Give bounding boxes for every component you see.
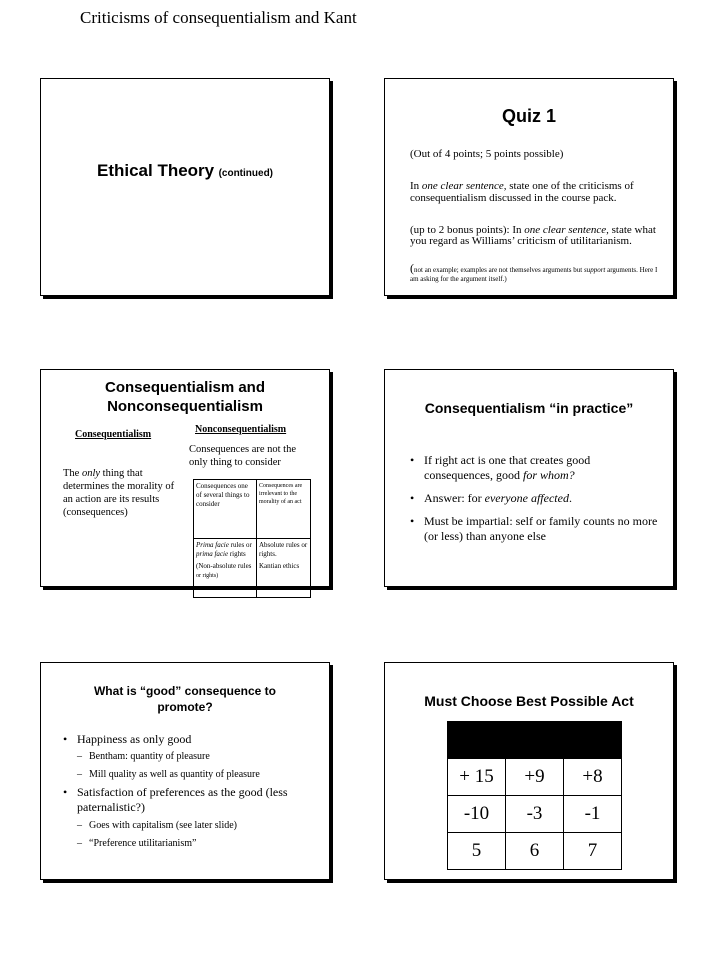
list-item: • Answer: for everyone affected. bbox=[410, 491, 661, 506]
slide-title-suffix: (continued) bbox=[218, 168, 274, 179]
table-row bbox=[448, 796, 622, 833]
page-title: Criticisms of consequentialism and Kant bbox=[80, 8, 357, 27]
table-cell: Consequences are irrelevant to the morality of an act bbox=[257, 480, 311, 539]
table-cell: +9 bbox=[506, 759, 564, 796]
comparison-table bbox=[193, 479, 311, 598]
slide-best-possible-act bbox=[384, 662, 674, 880]
table-row bbox=[194, 539, 311, 598]
list-item: • Happiness as only good bbox=[63, 732, 315, 747]
list-item: • If right act is one that creates good consequences, good for whom? bbox=[410, 453, 661, 483]
slide-title: Must Choose Best Possible Act bbox=[424, 693, 634, 709]
right-heading: Nonconsequentialism bbox=[195, 424, 287, 435]
slide-quiz bbox=[384, 78, 674, 296]
slide-title: What is “good” consequence to promote? bbox=[93, 684, 276, 714]
slide-title: Consequentialism and Nonconsequentialism bbox=[104, 379, 266, 415]
table-cell: Prima facie rules or prima facie rights (Non-absolute rules or rights) bbox=[194, 539, 257, 598]
slide-consequentialism-vs-nonconsequentialism bbox=[40, 369, 330, 587]
slide-consequentialism-in-practice bbox=[384, 369, 674, 587]
quiz-question-2: (up to 2 bonus points): In one clear sentence, state what you regard as Williams’ criticism of utilitarianism. bbox=[410, 224, 656, 247]
list-item: – “Preference utilitarianism” bbox=[77, 838, 315, 850]
table-header-row bbox=[448, 722, 622, 759]
slide-ethical-theory bbox=[40, 78, 330, 296]
table-cell: Consequences one of several things to consider bbox=[194, 480, 257, 539]
list-item: • Satisfaction of preferences as the good (less paternalistic?) bbox=[63, 785, 315, 815]
quiz-note: (not an example; examples are not themselves arguments but support arguments. Here I am asking for the argument itself.) bbox=[410, 261, 658, 283]
table-row bbox=[194, 480, 311, 539]
table-cell: Absolute rules or rights. Kantian ethics bbox=[257, 539, 311, 598]
list-item: – Goes with capitalism (see later slide) bbox=[77, 820, 315, 832]
slide-title: Quiz 1 bbox=[501, 106, 556, 126]
table-row bbox=[448, 833, 622, 870]
list-item: – Bentham: quantity of pleasure bbox=[77, 751, 315, 763]
header-cell bbox=[506, 722, 564, 759]
right-description: Consequences are not the only thing to consider bbox=[189, 444, 297, 468]
table-cell: +8 bbox=[564, 759, 622, 796]
bullet-list bbox=[410, 453, 661, 544]
slide-good-consequence bbox=[40, 662, 330, 880]
slide-title bbox=[41, 161, 329, 181]
table-cell: 6 bbox=[506, 833, 564, 870]
slide-title-text: Ethical Theory bbox=[96, 161, 215, 180]
table-row bbox=[448, 759, 622, 796]
slide-title: Consequentialism “in practice” bbox=[424, 400, 634, 416]
table-cell: 7 bbox=[564, 833, 622, 870]
left-heading: Consequentialism bbox=[75, 429, 152, 440]
outcome-table bbox=[447, 721, 622, 870]
table-cell: 5 bbox=[448, 833, 506, 870]
quiz-question-1: In one clear sentence, state one of the criticisms of consequentialism discussed in the course pack. bbox=[410, 180, 634, 204]
table-cell: -3 bbox=[506, 796, 564, 833]
header-cell bbox=[564, 722, 622, 759]
bullet-list bbox=[63, 732, 315, 850]
left-description: The only thing that determines the morality of an action are its results (consequences) bbox=[63, 468, 175, 518]
table-cell: -1 bbox=[564, 796, 622, 833]
list-item: • Must be impartial: self or family counts no more (or less) than anyone else bbox=[410, 514, 661, 544]
quiz-points: (Out of 4 points; 5 points possible) bbox=[410, 148, 564, 160]
header-cell bbox=[448, 722, 506, 759]
list-item: – Mill quality as well as quantity of pleasure bbox=[77, 769, 315, 781]
table-cell: + 15 bbox=[448, 759, 506, 796]
table-cell: -10 bbox=[448, 796, 506, 833]
